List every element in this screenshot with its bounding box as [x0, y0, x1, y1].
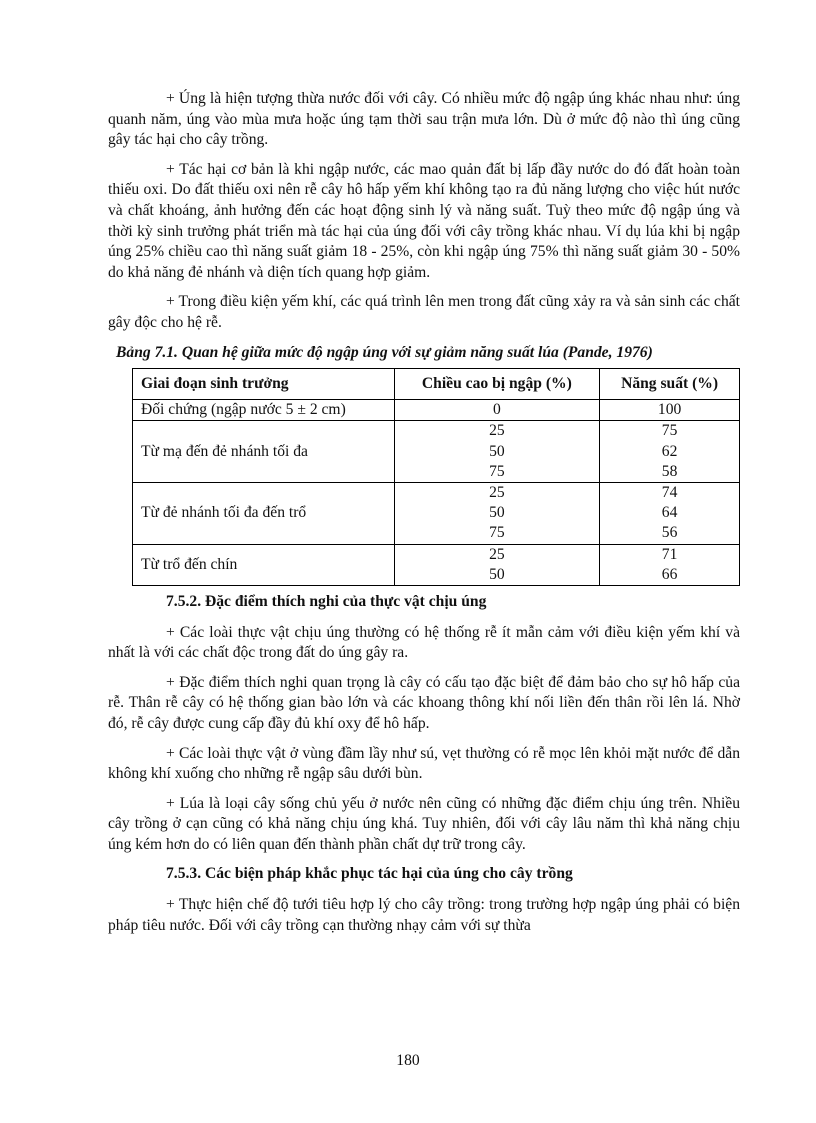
yield-cell [600, 544, 740, 585]
paragraph: + Đặc điểm thích nghi quan trọng là cây có cấu tạo đặc biệt để đảm bảo cho sự hô hấp của rễ. Thân rễ cây có hệ thống gian bào lớn và các khoang thông khí nối liền đến thân rồi lên lá. Nhờ đó, rễ cây được cung cấp đầy đủ khí oxy để hô hấp. [108, 673, 740, 732]
yield-value: 56 [661, 524, 678, 542]
paragraph: + Các loài thực vật chịu úng thường có hệ thống rễ ít mẫn cảm với điều kiện yếm khí và nhất là với các chất độc trong đất do úng gây ra. [108, 623, 740, 662]
height-cell [394, 400, 600, 421]
yield-value: 64 [661, 504, 678, 522]
paragraph: + Thực hiện chế độ tưới tiêu hợp lý cho cây trồng: trong trường hợp ngập úng phải có biện pháp tiêu nước. Đối với cây trồng cạn thường nhạy cảm với sự thừa [108, 896, 740, 934]
table-caption: Bảng 7.1. Quan hệ giữa mức độ ngập úng với sự giảm năng suất lúa (Pande, 1976) [116, 343, 653, 361]
page-number: 180 [396, 1052, 420, 1069]
section-heading: 7.5.3. Các biện pháp khắc phục tác hại của úng cho cây trồng [166, 865, 573, 883]
height-value: 50 [489, 565, 505, 583]
column-header-yield: Năng suất (%) [600, 369, 740, 400]
height-value: 50 [489, 442, 505, 460]
yield-value: 74 [661, 483, 678, 501]
yield-value: 75 [661, 422, 678, 440]
yield-value: 58 [661, 462, 678, 480]
height-value: 25 [489, 483, 505, 501]
height-cell [394, 421, 600, 483]
yield-cell [600, 482, 740, 544]
height-value: 25 [489, 422, 505, 440]
paragraph: + Lúa là loại cây sống chủ yếu ở nước nên cũng có những đặc điểm chịu úng trên. Nhiều cây trồng ở cạn cũng có khả năng chịu úng khá. Tuy nhiên, đối với cây lâu năm thì khả năng chịu úng kém hơn do có liên quan đến thành phần chất dự trữ trong cây. [108, 794, 740, 853]
height-value: 75 [489, 462, 505, 480]
height-value: 75 [489, 524, 505, 542]
yield-value: 66 [661, 565, 678, 583]
paragraph: + Úng là hiện tượng thừa nước đối với cây. Có nhiều mức độ ngập úng khác nhau như: úng quanh năm, úng vào mùa mưa hoặc úng tạm thời sau trận mưa lớn. Dù ở mức độ nào thì úng cũng gây tác hại cho cây trồng. [108, 90, 740, 149]
column-header-stage: Giai đoạn sinh trưởng [133, 369, 395, 400]
table-header-row [133, 369, 740, 400]
stage-cell: Từ đẻ nhánh tối đa đến trổ [133, 482, 395, 544]
yield-cell [600, 421, 740, 483]
height-value: 25 [489, 545, 505, 563]
column-header-height: Chiều cao bị ngập (%) [394, 369, 600, 400]
table-row [133, 400, 740, 421]
height-value: 0 [492, 401, 501, 419]
section-heading: 7.5.2. Đặc điểm thích nghi của thực vật chịu úng [166, 592, 487, 610]
yield-cell [600, 400, 740, 421]
table-row [133, 482, 740, 544]
paragraph: + Các loài thực vật ở vùng đầm lầy như sú, vẹt thường có rễ mọc lên khỏi mặt nước để dẫn không khí xuống cho những rễ ngập sâu dưới bùn. [108, 744, 740, 783]
paragraph: + Tác hại cơ bản là khi ngập nước, các mao quản đất bị lấp đầy nước do đó đất hoàn toàn thiếu oxi. Do đất thiếu oxi nên rễ cây hô hấp yếm khí không tạo ra đủ năng lượng cho việc hút nước và chất khoáng, ảnh hưởng đến các hoạt động sinh lý và năng suất. Tuỳ theo mức độ ngập úng và thời kỳ sinh trưởng phát triển mà tác hại của úng đối với cây trồng khác nhau. Ví dụ lúa khi bị ngập úng 25% chiều cao thì năng suất giảm 18 - 25%, còn khi ngập úng 75% thì năng suất giảm 30 - 50% do khả năng đẻ nhánh và diện tích quang hợp giảm. [108, 160, 740, 281]
data-table [132, 368, 740, 586]
table-row [133, 544, 740, 585]
stage-cell: Đối chứng (ngập nước 5 ± 2 cm) [133, 400, 395, 421]
height-cell [394, 482, 600, 544]
yield-value: 71 [661, 545, 678, 563]
paragraph: + Trong điều kiện yếm khí, các quá trình lên men trong đất cũng xảy ra và sản sinh các chất gây độc cho hệ rễ. [108, 293, 740, 331]
yield-value: 62 [661, 442, 678, 460]
yield-value: 100 [657, 401, 682, 419]
page-content [108, 89, 740, 945]
height-cell [394, 544, 600, 585]
stage-cell: Từ mạ đến đẻ nhánh tối đa [133, 421, 395, 483]
height-value: 50 [489, 504, 505, 522]
stage-cell: Từ trổ đến chín [133, 544, 395, 585]
table-row [133, 421, 740, 483]
